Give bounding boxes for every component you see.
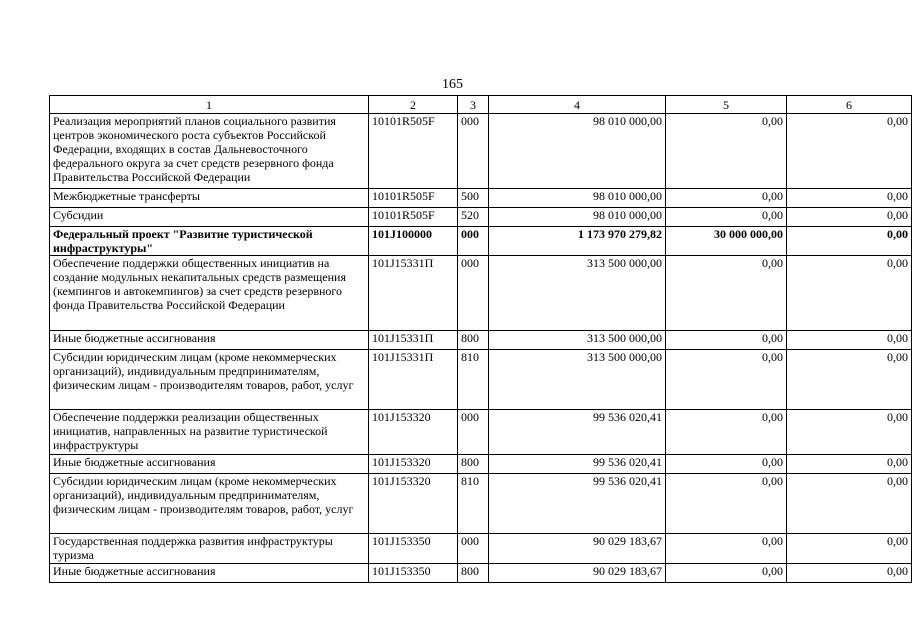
table-row: [50, 534, 912, 564]
expense-type-cell: 000: [458, 114, 489, 189]
amount-col4-cell: 99 536 020,41: [489, 474, 666, 534]
table-row: [50, 455, 912, 474]
amount-col5-cell: 0,00: [666, 455, 787, 474]
amount-col6-cell: 0,00: [787, 331, 912, 350]
amount-col4-cell: 90 029 183,67: [489, 534, 666, 564]
amount-col5-cell: 0,00: [666, 350, 787, 410]
amount-col4-cell: 99 536 020,41: [489, 410, 666, 455]
table-row: [50, 208, 912, 227]
expense-type-cell: 810: [458, 350, 489, 410]
table-body: [50, 114, 912, 583]
row-name-cell: Реализация мероприятий планов социального развития центров экономического роста субъектов Российской Федерации, входящих в состав Дальневосточного федерального округа за счет средств резервного фонда Правительства Российской Федерации: [50, 114, 369, 189]
amount-col4-cell: 313 500 000,00: [489, 331, 666, 350]
amount-col6-cell: 0,00: [787, 474, 912, 534]
amount-col5-cell: 0,00: [666, 474, 787, 534]
row-name-cell: Субсидии юридическим лицам (кроме некоммерческих организаций), индивидуальным предпринимателям, физическим лицам - производителям товаров, работ, услуг: [50, 350, 369, 410]
target-code-cell: 101J15331П: [369, 350, 458, 410]
amount-col4-cell: 98 010 000,00: [489, 114, 666, 189]
table-row: [50, 189, 912, 208]
table-row: [50, 350, 912, 410]
target-code-cell: 101J100000: [369, 227, 458, 256]
amount-col5-cell: 0,00: [666, 564, 787, 583]
column-header: 4: [489, 96, 666, 114]
amount-col6-cell: 0,00: [787, 227, 912, 256]
expense-type-cell: 000: [458, 256, 489, 331]
page-number: 165: [442, 77, 463, 92]
expense-type-cell: 800: [458, 455, 489, 474]
amount-col6-cell: 0,00: [787, 114, 912, 189]
amount-col4-cell: 99 536 020,41: [489, 455, 666, 474]
row-name-cell: Обеспечение поддержки реализации общественных инициатив, направленных на развитие туристической инфраструктуры: [50, 410, 369, 455]
amount-col5-cell: 0,00: [666, 114, 787, 189]
amount-col6-cell: 0,00: [787, 410, 912, 455]
target-code-cell: 101J153350: [369, 534, 458, 564]
expense-type-cell: 000: [458, 227, 489, 256]
amount-col6-cell: 0,00: [787, 350, 912, 410]
target-code-cell: 101J15331П: [369, 256, 458, 331]
amount-col6-cell: 0,00: [787, 455, 912, 474]
amount-col5-cell: 0,00: [666, 331, 787, 350]
row-name-cell: Обеспечение поддержки общественных инициатив на создание модульных некапитальных средств размещения (кемпингов и автокемпингов) за счет средств резервного фонда Правительства Российской Федерации: [50, 256, 369, 331]
expense-type-cell: 520: [458, 208, 489, 227]
target-code-cell: 10101R505F: [369, 208, 458, 227]
expense-type-cell: 800: [458, 564, 489, 583]
target-code-cell: 101J153320: [369, 455, 458, 474]
table-row: [50, 331, 912, 350]
amount-col4-cell: 313 500 000,00: [489, 256, 666, 331]
amount-col6-cell: 0,00: [787, 534, 912, 564]
column-header: 5: [666, 96, 787, 114]
amount-col5-cell: 0,00: [666, 189, 787, 208]
amount-col4-cell: 313 500 000,00: [489, 350, 666, 410]
target-code-cell: 101J15331П: [369, 331, 458, 350]
table-row: [50, 256, 912, 331]
amount-col4-cell: 90 029 183,67: [489, 564, 666, 583]
header-row: [50, 96, 912, 114]
row-name-cell: Государственная поддержка развития инфраструктуры туризма: [50, 534, 369, 564]
table-row: [50, 410, 912, 455]
column-header: 6: [787, 96, 912, 114]
amount-col5-cell: 0,00: [666, 410, 787, 455]
row-name-cell: Иные бюджетные ассигнования: [50, 331, 369, 350]
table-row: [50, 227, 912, 256]
row-name-cell: Федеральный проект "Развитие туристической инфраструктуры": [50, 227, 369, 256]
amount-col5-cell: 30 000 000,00: [666, 227, 787, 256]
target-code-cell: 10101R505F: [369, 189, 458, 208]
column-header: 1: [50, 96, 369, 114]
amount-col4-cell: 98 010 000,00: [489, 208, 666, 227]
amount-col6-cell: 0,00: [787, 564, 912, 583]
table-row: [50, 114, 912, 189]
expense-type-cell: 000: [458, 410, 489, 455]
target-code-cell: 10101R505F: [369, 114, 458, 189]
expense-type-cell: 500: [458, 189, 489, 208]
row-name-cell: Субсидии юридическим лицам (кроме некоммерческих организаций), индивидуальным предпринимателям, физическим лицам - производителям товаров, работ, услуг: [50, 474, 369, 534]
table-row: [50, 564, 912, 583]
target-code-cell: 101J153320: [369, 474, 458, 534]
row-name-cell: Субсидии: [50, 208, 369, 227]
amount-col6-cell: 0,00: [787, 189, 912, 208]
amount-col4-cell: 1 173 970 279,82: [489, 227, 666, 256]
target-code-cell: 101J153350: [369, 564, 458, 583]
amount-col5-cell: 0,00: [666, 534, 787, 564]
table-row: [50, 474, 912, 534]
row-name-cell: Межбюджетные трансферты: [50, 189, 369, 208]
amount-col6-cell: 0,00: [787, 256, 912, 331]
budget-table: [49, 95, 912, 583]
expense-type-cell: 810: [458, 474, 489, 534]
amount-col4-cell: 98 010 000,00: [489, 189, 666, 208]
row-name-cell: Иные бюджетные ассигнования: [50, 455, 369, 474]
amount-col5-cell: 0,00: [666, 256, 787, 331]
row-name-cell: Иные бюджетные ассигнования: [50, 564, 369, 583]
amount-col5-cell: 0,00: [666, 208, 787, 227]
amount-col6-cell: 0,00: [787, 208, 912, 227]
expense-type-cell: 000: [458, 534, 489, 564]
column-header: 3: [458, 96, 489, 114]
expense-type-cell: 800: [458, 331, 489, 350]
target-code-cell: 101J153320: [369, 410, 458, 455]
column-header: 2: [369, 96, 458, 114]
